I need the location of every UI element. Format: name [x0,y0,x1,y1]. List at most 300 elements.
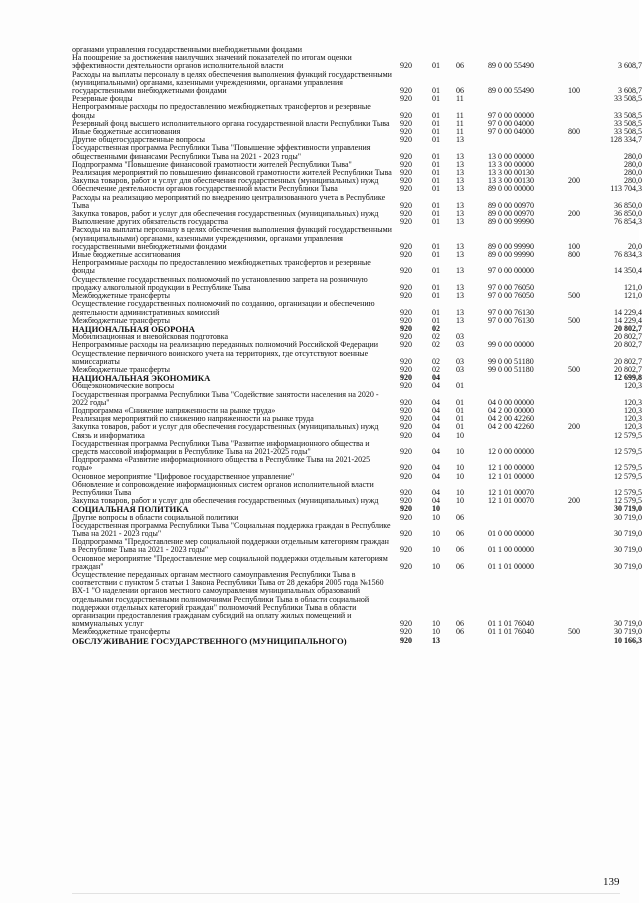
table-row [72,144,642,160]
row-vr-code [568,473,594,481]
row-pr-code: 10 [456,487,464,497]
row-cs-code: 04 0 00 00000 [488,397,534,407]
row-rz-code: 01 [432,127,440,137]
row-rz-code: 04 [432,373,440,383]
row-name: На поощрение за достижения наилучших значений показателей по итогам оценки эффективности деятельности органов исполнительной власти [72,53,352,71]
row-rz-code: 02 [432,364,440,374]
row-amount: 30 719,0 [614,512,642,522]
row-vr-code [568,136,594,144]
row-amount: 12 579,5 [614,471,642,481]
row-amount: 20 802,7 [614,364,642,374]
row-cs-code [488,514,568,522]
row-cs-code: 89 0 00 99990 [488,217,534,227]
row-gv-code: 920 [400,127,412,137]
row-rz-code: 10 [432,504,440,514]
row-vr-code [568,300,594,316]
bottom-rule [72,893,620,894]
row-gv-code: 920 [400,250,412,260]
row-cs-code: 97 0 00 00000 [488,266,534,276]
row-gv-code: 920 [400,373,412,383]
row-name: Расходы на выплаты персоналу в целях обеспечения выполнения функций государственными (муниципальными) органами, казенными учреждениями, органами управления государственными внебюджетными фондами [72,225,392,251]
row-name: Общеэкономические вопросы [72,381,175,391]
row-gv-code: 920 [400,151,412,161]
row-rz-code: 10 [432,528,440,538]
row-vr-code [568,259,594,275]
row-vr-code: 800 [568,250,580,260]
row-pr-code: 13 [456,151,464,161]
row-name: Непрограммные расходы на реализацию переданных полномочий Российской Федерации [72,340,379,350]
row-pr-code: 13 [456,307,464,317]
row-amount: 76 854,3 [614,217,642,227]
row-amount: 120,3 [624,422,642,432]
row-cs-code: 99 0 00 51180 [488,356,534,366]
table-row [72,555,642,571]
row-rz-code: 10 [432,627,440,637]
row-pr-code: 01 [456,397,464,407]
row-gv-code: 920 [400,619,412,629]
row-rz-code: 02 [432,356,440,366]
row-rz-code: 01 [432,168,440,178]
row-name: НАЦИОНАЛЬНАЯ ОБОРОНА [72,323,195,334]
row-gv-code: 920 [400,307,412,317]
row-name: Обновление и сопровождение информационных систем органов исполнительной власти Республики Тыва [72,479,374,497]
row-cs-code [488,505,568,513]
row-pr-code: 01 [456,381,464,391]
row-cs-code: 89 0 00 99990 [488,241,534,251]
row-gv-code: 920 [400,561,412,571]
row-amount: 120,3 [624,397,642,407]
row-name: Государственная программа Республики Тыва "Содействие занятости населения на 2020 - 2022 годы" [72,389,379,407]
row-pr-code: 01 [456,405,464,415]
row-cs-code: 89 0 00 99990 [488,250,534,260]
row-name: Осуществление государственных полномочий по установлению запрета на розничную продажу алкогольной продукции в Республике Тыва [72,274,368,292]
row-amount: 36 850,0 [614,200,642,210]
row-cs-code: 01 1 01 76040 [488,619,534,629]
row-amount: 33 508,5 [614,110,642,120]
row-rz-code: 01 [432,291,440,301]
row-amount: 33 508,5 [614,94,642,104]
row-name: Резервный фонд высшего исполнительного органа государственной власти Республики Тыва [72,118,390,128]
row-pr-code: 06 [456,512,464,522]
row-cs-code [488,136,568,144]
row-vr-code: 200 [568,422,580,432]
row-pr-code: 11 [456,110,464,120]
row-name: Обеспечение деятельности органов государственной власти Республики Тыва [72,184,338,194]
row-name: Закупка товаров, работ и услуг для обеспечения государственных (муниципальных) нужд [72,209,379,219]
row-amount [594,46,642,54]
row-name: Мобилизационная и вневойсковая подготовка [72,332,229,342]
row-rz-code: 01 [432,151,440,161]
row-vr-code: 800 [568,127,580,137]
row-name: ОБСЛУЖИВАНИЕ ГОСУДАРСТВЕННОГО (МУНИЦИПАЛЬНОГО) [72,635,347,646]
row-cs-code: 04 2 00 42260 [488,414,534,424]
row-pr-code: 10 [456,471,464,481]
row-rz-code: 01 [432,282,440,292]
row-name: Осуществление переданных органам местного самоуправления Республики Тыва в соответствии с пунктом 5 статьи 1 Закона Республики Тыва от 28 декабря 2005 года №1560 ВХ-1 "О наделении органов местного самоуправления муниципальных образований отдельными государственными полномочиями Республики Тыва в области социальной поддержки отдельных категорий граждан" полномочий Республики Тыва в области организации предоставления гражданам субсидий на оплату жилых помещений и коммунальных услуг [72,570,384,629]
row-rz-code: 01 [432,118,440,128]
row-amount: 121,0 [624,282,642,292]
row-name: Межбюджетные трансферты [72,291,170,301]
table-row [72,350,642,366]
row-name: Расходы на выплаты персоналу в целях обеспечения выполнения функций государственными (муниципальными) органами, казенными учреждениями, органами управления государственными внебюджетными фондами [72,69,392,96]
row-gv-code: 920 [400,422,412,432]
row-gv-code: 920 [400,168,412,178]
row-name: Подпрограмма "Повышение финансовой грамотности жителей Республики Тыва" [72,159,352,169]
table-row [72,522,642,538]
row-cs-code: 99 0 00 00000 [488,340,534,350]
row-vr-code [568,194,594,210]
row-rz-code: 01 [432,241,440,251]
row-amount: 280,0 [624,159,642,169]
table-row [72,194,642,210]
row-amount: 76 834,3 [614,250,642,260]
row-vr-code [568,333,594,341]
row-pr-code: 10 [456,446,464,456]
row-gv-code: 920 [400,110,412,120]
row-pr-code: 13 [456,291,464,301]
row-pr-code: 13 [456,176,464,186]
row-pr-code: 01 [456,414,464,424]
row-gv-code: 920 [400,176,412,186]
row-name: Выполнение других обязательств государства [72,217,229,227]
row-vr-code [568,350,594,366]
row-pr-code: 11 [456,127,464,137]
row-gv-code: 920 [400,241,412,251]
row-pr-code: 13 [456,250,464,260]
row-rz-code: 01 [432,217,440,227]
row-vr-code: 100 [568,241,580,251]
row-rz-code: 01 [432,184,440,194]
row-gv-code: 920 [400,414,412,424]
row-rz-code: 02 [432,340,440,350]
row-name: Иные бюджетные ассигнования [72,250,181,260]
row-gv-code: 920 [400,135,412,145]
row-cs-code [488,374,568,382]
row-pr-code: 10 [456,496,464,506]
row-cs-code [488,46,568,54]
row-name: Реализация мероприятий по снижению напряженности на рынке труда [72,414,314,424]
row-pr-code [456,46,488,54]
row-vr-code [568,382,594,390]
row-gv-code: 920 [400,217,412,227]
row-amount: 3 608,7 [618,86,642,96]
row-name: Расходы на реализацию мероприятий по внедрению централизованного учета в Республике Тыва [72,192,386,210]
row-cs-code: 01 1 01 00000 [488,561,534,571]
row-rz-code: 01 [432,200,440,210]
row-rz-code: 01 [432,61,440,71]
row-rz-code: 04 [432,405,440,415]
row-amount: 14 229,4 [614,315,642,325]
row-amount: 3 608,7 [618,61,642,71]
table-row [72,391,642,407]
row-vr-code [568,555,594,571]
row-amount: 20 802,7 [614,356,642,366]
row-amount: 10 166,3 [614,635,642,645]
row-amount: 280,0 [624,176,642,186]
table-row [72,226,642,251]
table-row [72,423,642,431]
row-gv-code: 920 [400,184,412,194]
row-cs-code: 12 1 01 00070 [488,496,534,506]
table-row [72,71,642,96]
row-cs-code [488,432,568,440]
table-row [72,300,642,316]
row-name: Непрограммные расходы по предоставлению межбюджетных трансфертов и резервные фонды [72,258,371,276]
row-gv-code: 920 [400,487,412,497]
row-amount: 20 802,7 [614,323,642,333]
row-pr-code: 13 [456,135,464,145]
row-cs-code: 89 0 00 00970 [488,200,534,210]
row-pr-code: 06 [456,61,464,71]
row-amount: 30 719,0 [614,545,642,555]
row-rz-code: 01 [432,315,440,325]
row-pr-code: 13 [456,217,464,227]
row-cs-code [488,382,568,390]
row-vr-code [568,325,594,333]
row-cs-code: 97 0 00 00000 [488,110,534,120]
row-name: Закупка товаров, работ и услуг для обеспечения государственных (муниципальных) нужд [72,176,379,186]
row-pr-code: 06 [456,86,464,96]
row-vr-code [568,505,594,513]
row-amount: 12 579,5 [614,446,642,456]
row-gv-code: 920 [400,504,412,514]
row-cs-code: 13 3 00 00000 [488,159,534,169]
table-row [72,54,642,70]
row-vr-code: 200 [568,176,580,186]
row-cs-code: 97 0 00 04000 [488,127,534,137]
row-cs-code: 04 2 00 42260 [488,422,534,432]
row-pr-code [456,637,488,645]
row-name: Осуществление государственных полномочий по созданию, организации и обеспечению деятельности административных комиссий [72,299,375,317]
row-name: Государственная программа Республики Тыва "Повышение эффективности управления общественными финансами Республики Тыва на 2021 - 2023 годы" [72,143,371,161]
row-rz-code: 10 [432,512,440,522]
row-name: Непрограммные расходы по предоставлению межбюджетных трансфертов и резервные фонды [72,102,371,120]
row-amount: 280,0 [624,151,642,161]
row-name: Осуществление первичного воинского учета на территориях, где отсутствуют военные комиссариаты [72,348,369,366]
row-amount: 12 579,5 [614,496,642,506]
row-rz-code: 01 [432,86,440,96]
row-gv-code: 920 [400,364,412,374]
row-gv-code: 920 [400,463,412,473]
row-vr-code [568,144,594,160]
row-name: Основное мероприятие "Предоставление мер социальной поддержки отдельным категориям граждан" [72,553,388,571]
row-gv-code: 920 [400,381,412,391]
row-rz-code: 01 [432,135,440,145]
row-amount: 36 850,0 [614,209,642,219]
row-pr-code: 03 [456,364,464,374]
row-name: Межбюджетные трансферты [72,315,170,325]
row-rz-code: 04 [432,397,440,407]
row-amount: 30 719,0 [614,504,642,514]
row-vr-code [568,185,594,193]
row-cs-code [488,637,568,645]
row-pr-code: 06 [456,627,464,637]
row-name: Закупка товаров, работ и услуг для обеспечения государственных (муниципальных) нужд [72,496,379,506]
row-rz-code: 01 [432,110,440,120]
row-pr-code: 10 [456,463,464,473]
row-cs-code: 97 0 00 76130 [488,307,534,317]
row-pr-code: 06 [456,528,464,538]
row-name: органами управления государственными внебюджетными фондами [72,45,302,54]
row-vr-code [568,374,594,382]
row-gv-code: 920 [400,323,412,333]
row-vr-code: 500 [568,627,580,637]
row-cs-code: 13 3 00 00130 [488,176,534,186]
row-vr-code: 500 [568,364,580,374]
row-gv-code: 920 [400,471,412,481]
row-amount: 33 508,5 [614,127,642,137]
row-gv-code: 920 [400,266,412,276]
row-pr-code: 03 [456,356,464,366]
row-pr-code: 11 [456,118,464,128]
row-vr-code [568,481,594,497]
row-gv-code: 920 [400,332,412,342]
row-vr-code: 500 [568,315,580,325]
row-cs-code: 89 0 00 55490 [488,61,534,71]
row-gv-code: 920 [400,512,412,522]
row-amount: 30 719,0 [614,619,642,629]
table-row [72,538,642,554]
row-vr-code [568,218,594,226]
budget-table [72,46,642,645]
row-gv-code: 920 [400,94,412,104]
row-rz-code: 10 [432,545,440,555]
row-cs-code: 01 0 00 00000 [488,528,534,538]
row-vr-code [568,538,594,554]
row-gv-code: 920 [400,528,412,538]
row-rz-code: 04 [432,463,440,473]
row-gv-code: 920 [400,200,412,210]
row-cs-code: 04 2 00 00000 [488,405,534,415]
row-rz-code: 04 [432,422,440,432]
row-cs-code: 97 0 00 76050 [488,291,534,301]
row-amount: 30 719,0 [614,528,642,538]
row-amount: 30 719,0 [614,561,642,571]
row-pr-code: 13 [456,241,464,251]
row-rz-code: 04 [432,487,440,497]
table-row [72,103,642,119]
row-cs-code: 97 0 00 04000 [488,118,534,128]
row-vr-code [568,103,594,119]
row-amount: 12 579,5 [614,487,642,497]
table-row [72,571,642,628]
row-name: Подпрограмма "Предоставление мер социальной поддержки отдельным категориям граждан в Республике Тыва на 2021 - 2023 годы" [72,537,389,555]
row-rz-code: 01 [432,94,440,104]
row-cs-code [488,95,568,103]
row-gv-code: 920 [400,291,412,301]
row-name: Государственная программа Республики Тыва "Развитие информационного общества и средств массовой информации в Республике Тыва на 2021-2025 годы" [72,438,370,456]
row-vr-code [568,407,594,415]
row-cs-code: 01 1 00 00000 [488,545,534,555]
row-rz-code: 04 [432,414,440,424]
row-vr-code [568,161,594,169]
row-gv-code: 920 [400,446,412,456]
row-pr-code: 13 [456,315,464,325]
row-cs-code: 12 1 01 00070 [488,487,534,497]
row-rz-code: 01 [432,250,440,260]
row-vr-code [568,432,594,440]
row-rz-code: 02 [432,332,440,342]
row-name: Реализация мероприятий по повышению финансовой грамотности жителей Республики Тыва [72,168,392,178]
row-gv-code: 920 [400,356,412,366]
row-amount: 120,3 [624,405,642,415]
row-pr-code: 06 [456,561,464,571]
row-rz-code: 01 [432,266,440,276]
row-amount: 20 802,7 [614,332,642,342]
row-rz-code: 04 [432,430,440,440]
row-name: Межбюджетные трансферты [72,627,170,637]
table-row [72,456,642,472]
row-cs-code: 12 1 01 00000 [488,471,534,481]
row-name: Межбюджетные трансферты [72,364,170,374]
row-rz-code: 01 [432,159,440,169]
row-gv-code [400,46,432,54]
row-pr-code: 11 [456,94,464,104]
row-rz-code: 04 [432,446,440,456]
row-name: НАЦИОНАЛЬНАЯ ЭКОНОМИКА [72,373,211,384]
row-gv-code: 920 [400,496,412,506]
row-name: Связь и информатика [72,430,145,440]
row-pr-code: 13 [456,282,464,292]
row-cs-code: 99 0 00 51180 [488,364,534,374]
row-name: Закупка товаров, работ и услуг для обеспечения государственных (муниципальных) нужд [72,422,379,432]
row-gv-code: 920 [400,61,412,71]
row-cs-code: 12 1 00 00000 [488,463,534,473]
row-name: Резервные фонды [72,94,133,104]
row-pr-code: 13 [456,209,464,219]
row-rz-code: 01 [432,307,440,317]
table-row [72,481,642,497]
row-amount: 33 508,5 [614,118,642,128]
table-row [72,440,642,456]
row-amount: 128 334,7 [610,135,642,145]
row-vr-code [568,46,594,54]
row-pr-code: 06 [456,545,464,555]
table-row [72,259,642,275]
row-vr-code [568,95,594,103]
row-name: Другие вопросы в области социальной политики [72,512,239,522]
row-vr-code [568,571,594,628]
row-vr-code [568,522,594,538]
row-vr-code [568,637,594,645]
row-vr-code: 200 [568,209,580,219]
row-rz-code: 04 [432,496,440,506]
row-amount: 20,0 [628,241,642,251]
row-rz-code: 10 [432,561,440,571]
row-gv-code: 920 [400,340,412,350]
row-rz-code [432,46,456,54]
row-gv-code: 920 [400,627,412,637]
row-pr-code: 13 [456,266,464,276]
row-gv-code: 920 [400,405,412,415]
row-amount: 12 579,5 [614,463,642,473]
row-amount: 280,0 [624,168,642,178]
row-cs-code: 01 1 01 76040 [488,627,534,637]
row-gv-code: 920 [400,209,412,219]
row-rz-code: 01 [432,176,440,186]
row-cs-code [488,325,568,333]
row-gv-code: 920 [400,397,412,407]
row-gv-code: 920 [400,118,412,128]
row-gv-code: 920 [400,315,412,325]
row-cs-code: 13 3 00 00130 [488,168,534,178]
page-number: 139 [603,876,620,888]
row-cs-code: 13 0 00 00000 [488,151,534,161]
row-pr-code: 13 [456,184,464,194]
row-cs-code: 89 0 00 00000 [488,184,534,194]
row-amount: 20 802,7 [614,340,642,350]
row-vr-code [568,456,594,472]
